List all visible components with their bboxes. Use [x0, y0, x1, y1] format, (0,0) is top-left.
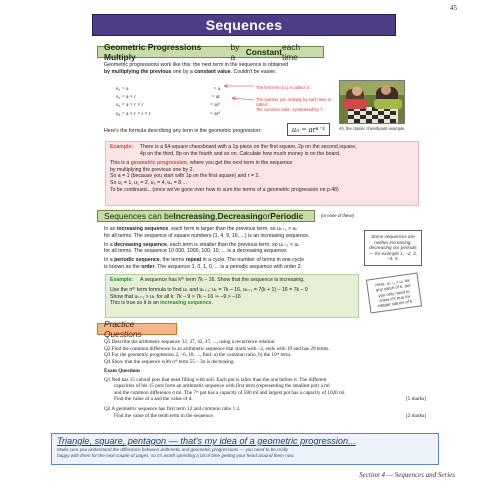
gp-intro-line: by multiplying the previous one by a constant value. Couldn't be easier. [104, 68, 277, 75]
term-rhs: = ar [211, 94, 220, 101]
practice-question: Q1 Describe the arithmetic sequence 32, 37, 42, 47, ..., using a recurrence relation. [104, 339, 276, 345]
practice-question: Q3 For the geometric progression 2, –6, 18, ..., find: a) the common ratio, b) the 10ᵗʰ term. [104, 352, 292, 359]
example-solution: Use the nᵗʰ term formula to find uₖ and uₖ₊₁: uₖ = 7k – 16, uₖ₊₁ = 7(k + 1) – 16 = 7k – 9 Show that uₖ₊₁ > uₖ for all k: 7k – 9 > 7k – 16 ⇒ –9 > –16 This is true so it is an increasing sequence. [110, 286, 308, 307]
practice-questions [104, 339, 424, 365]
section-heading-part: each time [282, 42, 301, 62]
example-chessboard [105, 141, 419, 206]
chessboard-image [340, 81, 405, 124]
term-rhs: = a [213, 86, 220, 92]
example-label: Example: [110, 144, 134, 150]
section-heading-part: Geometric Progressions Multiply [104, 42, 202, 62]
gp-intro-line: Geometric progressions work like this: the next term in the sequence is obtained [104, 62, 288, 68]
marks: [2 marks] [405, 412, 426, 419]
marks: [5 marks] [405, 396, 426, 403]
summary-banner [51, 433, 439, 465]
page-title: Sequences [92, 14, 396, 36]
section-heading-sequences: Sequences can be Increasing , Decreasing or Periodic [97, 210, 315, 222]
practice-heading: Practice Questions [97, 323, 177, 335]
exam-heading: Exam Questions [104, 368, 141, 374]
banner-heading: Triangle, square, pentagon — that's my idea of a geometric progression... [57, 436, 356, 446]
term-rhs: = ar² [209, 102, 220, 109]
example-question: There is a 64-square chessboard with a 1p piece on the first square, 2p on the second square, [140, 144, 357, 150]
gp-term-list [116, 85, 220, 118]
section-heading-note: (or none of these) [321, 213, 355, 218]
general-term-formula: uₙ = arⁿ⁻¹ [287, 123, 330, 136]
practice-question: Q4 Show that the sequence with nᵗʰ term 55 – 3n is decreasing. [104, 358, 235, 365]
term-lhs: u₁ = a [116, 86, 129, 92]
example-question: 4p on the third, 8p on the fourth and so on. Calculate how much money is on the board. [140, 150, 341, 157]
photo-caption: Ah, the classic chessboard example. [338, 126, 406, 131]
side-note-card: Some sequences are neither increasing, decreasing nor periodic — for example 1, –2, 3, –4, 5. [364, 230, 422, 266]
section-heading-part: Constant [245, 47, 283, 57]
chessboard-photo [339, 80, 405, 124]
example-question: A sequence has kᵗʰ term 7k – 16. Show that the sequence is increasing. [140, 277, 305, 283]
common-ratio-note: The number you multiply by each time is called 'the common ratio', symbolised by 'r'. [256, 97, 331, 112]
first-term-note: The first term (u₁) is called 'a'. [256, 85, 311, 90]
banner-text: Make sure you understand the difference between arithmetic and geometric progressions — you need to be really happy with them for the next couple of pages, so it's worth spending a bit of time getting your head around them now. [57, 447, 295, 458]
section-heading-geometric [97, 42, 324, 62]
term-lhs: u₄ = a × r × r × r [116, 110, 151, 117]
term-lhs: u₂ = a × r [116, 94, 136, 101]
term-rhs: = ar³ [209, 110, 220, 117]
example-label: Example: [110, 277, 134, 283]
page-number: 45 [450, 4, 457, 12]
formula-intro: Here's the formula describing any term in the geometric progression: [104, 128, 262, 134]
example-increasing [105, 274, 359, 318]
sequence-definitions: In an increasing sequence, each term is larger than the previous term, so uₖ₊₁ > uₖ for all terms. The sequence of square numbers (1, 4, 9, 16, ...) is an increasing sequence. In a decreasing sequence, each term is smaller than the previous term, so uₖ₊₁ < uₖ for all terms. The sequence 10 000, 1000, 100, 10, ... is a decreasing sequence. In a periodic sequence, the terms repeat in a cycle. The number of terms in one cycle is known as the order. The sequence 1, 0, 1, 0, ... is a periodic sequence with order 2. [104, 226, 310, 270]
section-heading-part: by a [230, 42, 240, 62]
page-footer: Section 4 — Sequences and Series [359, 471, 455, 479]
tip-note-card: Here, uₖ₊₁ > uₖ for any value of k, but you only need to show it's true for integer values of k. [366, 273, 422, 314]
example-solution: This is a geometric progression, where you get the next term in the sequence by multiplying the previous one by 2. So a = 1 (because you start with 1p on the first square) and r = 2. So u₁ = 1, u₂ = 2, u₃ = 4, u₄ = 8 ... To be continued... (once we've gone over how to sum the terms of a geometric progression on p.48) [110, 160, 339, 193]
practice-question: Q2 Find the common difference in an arithmetic sequence that starts with –2, ends with 19 and has 29 terms. [104, 345, 330, 352]
term-lhs: u₃ = a × r × r [116, 102, 144, 109]
exam-questions: Exam Questions Q1 Ned has 15 cuboid pots that need filling with soil. Each pot is taller than the one before it. The different capacities of his 15 pots form an arithmetic sequence with first term (representing the smallest pot) a ml and the common difference d ml. The 7ᵗʰ pot has a capacity of 580 ml and largest pot has a capacity of 1020 ml. Find the value of a and the value of d. [5 marks] Q2 A geometric sequence has first term 12 and common ratio 1.3. Find the value of the tenth term in the sequence. [2 marks] [104, 368, 426, 419]
gp-intro [104, 62, 344, 76]
